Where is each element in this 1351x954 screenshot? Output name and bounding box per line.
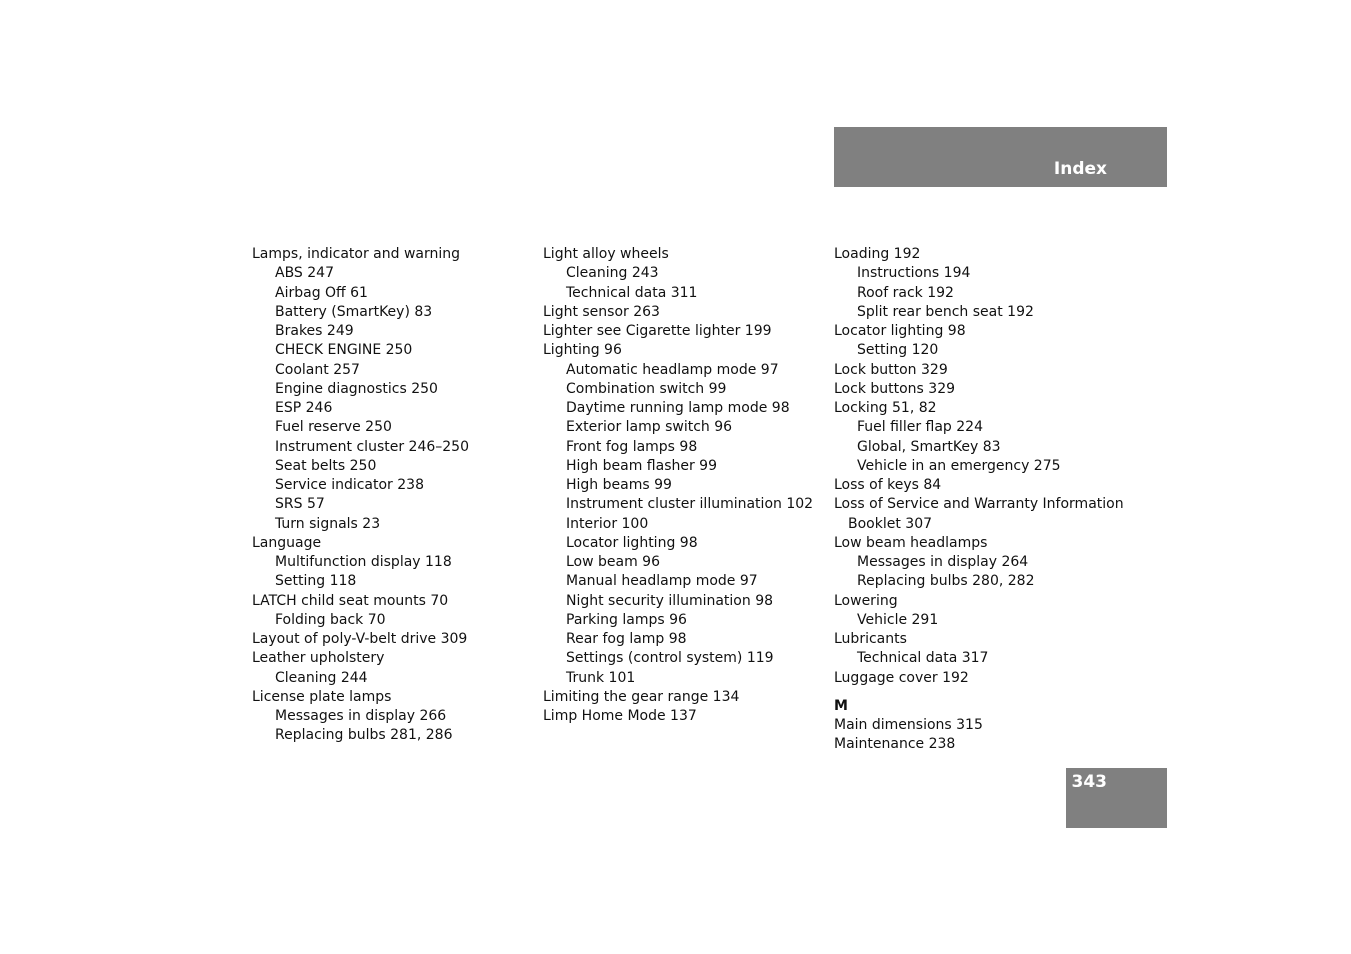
- index-entry: Layout of poly-V-belt drive 309: [252, 631, 468, 647]
- index-subentry: Trunk 101: [566, 669, 636, 686]
- index-entry: Leather upholstery: [252, 650, 385, 667]
- index-subentry: High beam flasher 99: [566, 457, 717, 474]
- index-subentry: Fuel reserve 250: [275, 419, 392, 436]
- index-subentry: Replacing bulbs 281, 286: [275, 727, 453, 744]
- index-entry: Light sensor 263: [543, 303, 660, 320]
- index-subentry: CHECK ENGINE 250: [275, 342, 413, 359]
- index-subentry: Combination switch 99: [566, 380, 727, 397]
- index-subentry: Messages in display 266: [275, 708, 447, 724]
- index-subentry: Daytime running lamp mode 98: [566, 400, 790, 416]
- index-entry: License plate lamps: [252, 688, 392, 705]
- index-entry: Main dimensions 315: [834, 717, 983, 733]
- index-subentry: Coolant 257: [275, 361, 360, 378]
- page-number: 343: [1071, 772, 1107, 792]
- index-subentry: Fuel filler flap 224: [857, 419, 983, 436]
- index-subentry: Interior 100: [566, 515, 649, 532]
- index-subentry: SRS 57: [275, 496, 325, 513]
- index-entry: Light alloy wheels: [543, 246, 669, 262]
- index-subentry: Seat belts 250: [275, 457, 377, 474]
- index-subentry: High beams 99: [566, 477, 672, 493]
- index-subentry: Battery (SmartKey) 83: [275, 303, 433, 320]
- index-subentry: Cleaning 243: [566, 265, 659, 282]
- index-entry: Lighting 96: [543, 342, 622, 359]
- index-subentry: Turn signals 23: [275, 515, 381, 532]
- index-subentry: Instrument cluster illumination 102: [566, 496, 814, 513]
- index-subentry: Multifunction display 118: [275, 554, 452, 570]
- index-entry: Locator lighting 98: [834, 323, 966, 339]
- index-entry: Loss of keys 84: [834, 477, 942, 493]
- index-subentry: Vehicle in an emergency 275: [857, 457, 1061, 474]
- index-entry: Lock button 329: [834, 361, 948, 378]
- index-entry: Limiting the gear range 134: [543, 688, 740, 705]
- index-subentry: Technical data 317: [857, 650, 989, 667]
- index-subentry: Settings (control system) 119: [566, 650, 774, 667]
- index-subentry: Replacing bulbs 280, 282: [857, 573, 1035, 590]
- index-entry: Language: [252, 534, 322, 551]
- index-subentry: Setting 120: [857, 342, 939, 359]
- index-subentry: Cleaning 244: [275, 669, 368, 686]
- index-entry: Loading 192: [834, 246, 921, 262]
- index-column-3: [834, 245, 1134, 755]
- index-subentry: Folding back 70: [275, 611, 386, 628]
- index-subentry: Global, SmartKey 83: [857, 438, 1001, 455]
- index-subentry: Low beam 96: [566, 554, 661, 570]
- index-subentry: Front fog lamps 98: [566, 438, 698, 455]
- index-subentry: ESP 246: [275, 400, 333, 416]
- index-entry-continuation: Booklet 307: [848, 515, 933, 532]
- index-entry: Locking 51, 82: [834, 400, 937, 416]
- index-subentry: Exterior lamp switch 96: [566, 419, 733, 436]
- index-subentry: Parking lamps 96: [566, 611, 687, 628]
- index-subentry: Instrument cluster 246–250: [275, 438, 469, 455]
- index-column-2: [543, 245, 833, 726]
- index-entry: Low beam headlamps: [834, 534, 988, 551]
- index-subentry: Manual headlamp mode 97: [566, 573, 758, 590]
- index-entry: Maintenance 238: [834, 736, 956, 753]
- index-entry: Lock buttons 329: [834, 380, 956, 397]
- index-subentry: Night security illumination 98: [566, 592, 774, 609]
- index-subentry: Locator lighting 98: [566, 534, 698, 551]
- index-letter-heading: M: [834, 697, 848, 714]
- index-subentry: Setting 118: [275, 573, 357, 590]
- index-subentry: Split rear bench seat 192: [857, 303, 1034, 320]
- index-entry: Lamps, indicator and warning: [252, 246, 461, 262]
- index-subentry: Automatic headlamp mode 97: [566, 361, 779, 378]
- index-subentry: Instructions 194: [857, 265, 971, 282]
- index-subentry: Engine diagnostics 250: [275, 380, 438, 397]
- index-subentry: Technical data 311: [566, 284, 698, 301]
- index-subentry: Airbag Off 61: [275, 284, 368, 301]
- index-subentry: Roof rack 192: [857, 284, 954, 301]
- index-entry: Lubricants: [834, 631, 907, 647]
- index-subentry: ABS 247: [275, 265, 334, 282]
- index-subentry: Brakes 249: [275, 323, 354, 339]
- index-entry: Loss of Service and Warranty Information: [834, 496, 1124, 513]
- index-subentry: Vehicle 291: [857, 611, 939, 628]
- index-subentry: Rear fog lamp 98: [566, 631, 687, 647]
- section-header: [834, 127, 1167, 187]
- section-title: Index: [1053, 159, 1107, 179]
- index-column-1: [252, 245, 542, 746]
- index-subentry: Messages in display 264: [857, 554, 1029, 570]
- index-subentry: Service indicator 238: [275, 477, 424, 493]
- page-number-box: [1066, 768, 1167, 828]
- index-entry: Limp Home Mode 137: [543, 708, 697, 724]
- index-entry: Lighter see Cigarette lighter 199: [543, 323, 772, 339]
- index-entry: Luggage cover 192: [834, 669, 969, 686]
- index-entry: Lowering: [834, 592, 898, 609]
- index-entry: LATCH child seat mounts 70: [252, 592, 449, 609]
